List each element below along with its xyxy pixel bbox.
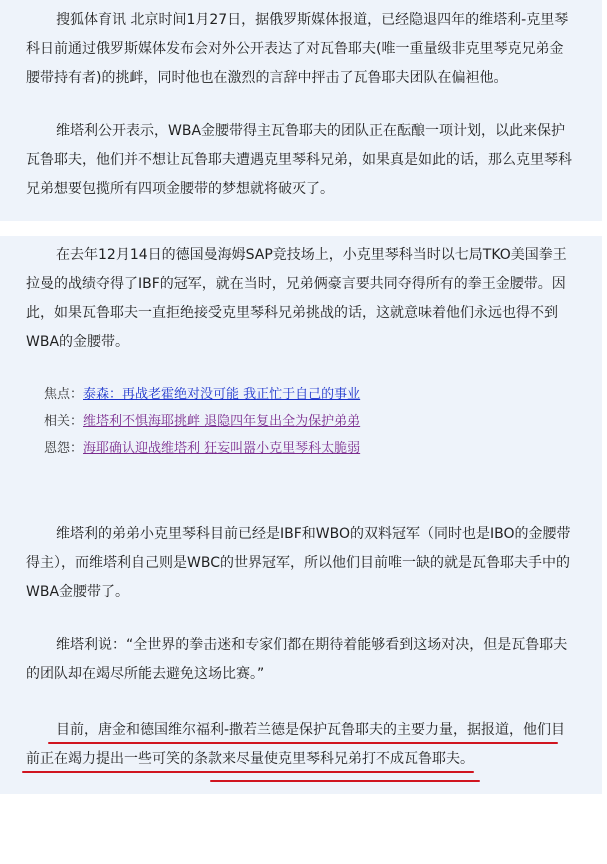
red-underline-1 [48,742,558,744]
paragraph-1: 搜狐体育讯 北京时间1月27日，据俄罗斯媒体报道，已经隐退四年的维塔利-克里琴科日前通过俄罗斯媒体发布会对外公开表达了对瓦鲁耶夫(唯一重量级非克里琴克兄弟金腰带持有者)的挑衅，同时他也在激烈的言辞中抨击了瓦鲁耶夫团队在偏袒他。 [26,12,569,86]
related-row-focus [44,381,564,408]
article-panel-top [0,0,602,221]
related-label: 焦点： [44,387,84,402]
related-label: 恩怨： [44,441,84,456]
related-links [44,381,564,462]
paragraph-5: 维塔利说：“全世界的拳击迷和专家们都在期待着能够看到这场对决，但是瓦鲁耶夫的团队却在竭尽所能去避免这场比赛。” [26,637,568,682]
related-link-focus[interactable]: 泰森：再战老霍绝对没可能 我正忙于自己的事业 [83,387,361,402]
related-link-feud[interactable]: 海耶确认迎战维塔利 狂妄叫嚣小克里琴科太脆弱 [83,441,361,456]
related-link-related[interactable]: 维塔利不惧海耶挑衅 退隐四年复出全为保护弟弟 [83,414,361,429]
paragraph-2: 维塔利公开表示，WBA金腰带得主瓦鲁耶夫的团队正在酝酿一项计划，以此来保护瓦鲁耶夫，他们并不想让瓦鲁耶夫遭遇克里琴科兄弟，如果真是如此的话，那么克里琴科兄弟想要包揽所有四项金腰带的梦想就将破灭了。 [26,123,572,197]
paragraph-3: 在去年12月14日的德国曼海姆SAP竞技场上，小克里琴科当时以七局TKO美国拳王拉曼的战绩夺得了IBF的冠军，就在当时，兄弟俩豪言要共同夺得所有的拳王金腰带。因此，如果瓦鲁耶夫一直拒绝接受克里琴科兄弟挑战的话，这就意味着他们永远也得不到WBA的金腰带。 [26,247,567,350]
paragraph-4: 维塔利的弟弟小克里琴科目前已经是IBF和WBO的双料冠军（同时也是IBO的金腰带得主），而维塔利自己则是WBC的世界冠军，所以他们目前唯一缺的就是瓦鲁耶夫手中的WBA金腰带了。 [26,526,571,600]
related-label: 相关： [44,414,84,429]
paragraph-6-highlighted: 目前，唐金和德国维尔福利-撒若兰德是保护瓦鲁耶夫的主要力量，据报道，他们目前正在竭力提出一些可笑的条款来尽量使克里琴科兄弟打不成瓦鲁耶夫。 [26,722,566,767]
red-underline-2 [22,771,474,773]
related-row-related [44,408,564,435]
red-underline-3 [210,780,480,782]
related-row-feud [44,435,564,462]
